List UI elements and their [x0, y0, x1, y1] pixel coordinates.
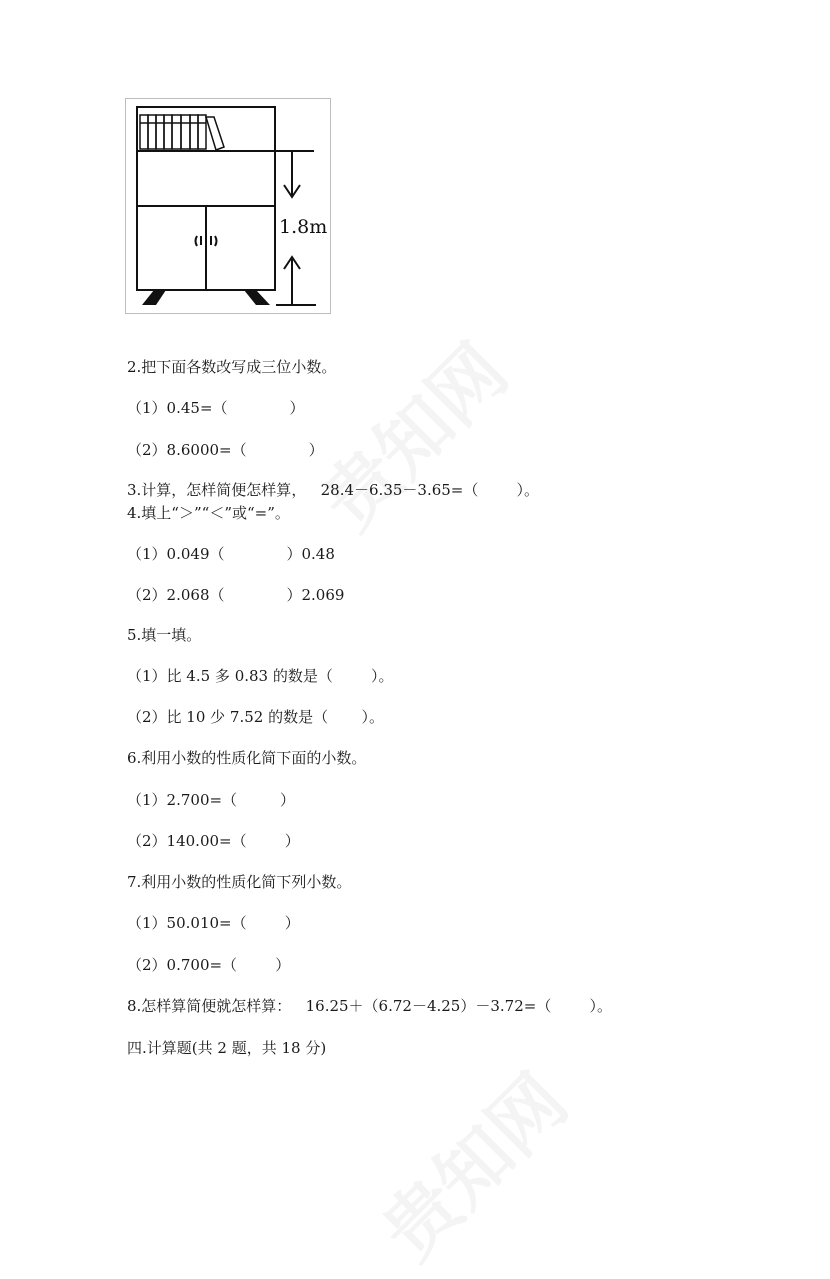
question-5-item-1: （1）比 4.5 多 0.83 的数是（ ）。 [127, 667, 394, 685]
question-7: 7.利用小数的性质化简下列小数。 [127, 873, 352, 891]
question-6-item-1: （1）2.700=（ ） [127, 791, 295, 809]
question-7-item-1: （1）50.010=（ ） [127, 914, 300, 932]
bookshelf-figure [125, 98, 331, 314]
question-4-item-2: （2）2.068（ ）2.069 [127, 586, 345, 604]
question-5-item-2: （2）比 10 少 7.52 的数是（ ）。 [127, 708, 384, 726]
question-2: 2.把下面各数改写成三位小数。 [127, 358, 337, 376]
question-6-item-2: （2）140.00=（ ） [127, 832, 300, 850]
section-4-heading: 四.计算题(共 2 题，共 18 分) [127, 1039, 327, 1057]
question-3: 3.计算，怎样简便怎样算， 28.4－6.35－3.65=（ ）。 [127, 481, 540, 499]
bookshelf-drawing [126, 99, 332, 315]
question-2-item-2: （2）8.6000=（ ） [127, 441, 324, 459]
books [140, 115, 224, 150]
watermark-bottom [355, 1047, 587, 1279]
question-6: 6.利用小数的性质化简下面的小数。 [127, 749, 367, 767]
question-4: 4.填上“＞”“＜”或“=”。 [127, 504, 290, 522]
right-handle [215, 236, 217, 246]
question-8: 8.怎样算简便就怎样算： 16.25＋（6.72－4.25）－3.72=（ ）。 [127, 997, 612, 1015]
height-label: 1.8m [279, 216, 328, 238]
question-2-item-1: （1）0.45=（ ） [127, 399, 305, 417]
question-7-item-2: （2）0.700=（ ） [127, 956, 291, 974]
question-4-item-1: （1）0.049（ ）0.48 [127, 545, 335, 563]
question-5: 5.填一填。 [127, 626, 202, 644]
left-handle [196, 236, 198, 246]
watermark [295, 317, 527, 549]
cabinet-legs [142, 290, 270, 305]
